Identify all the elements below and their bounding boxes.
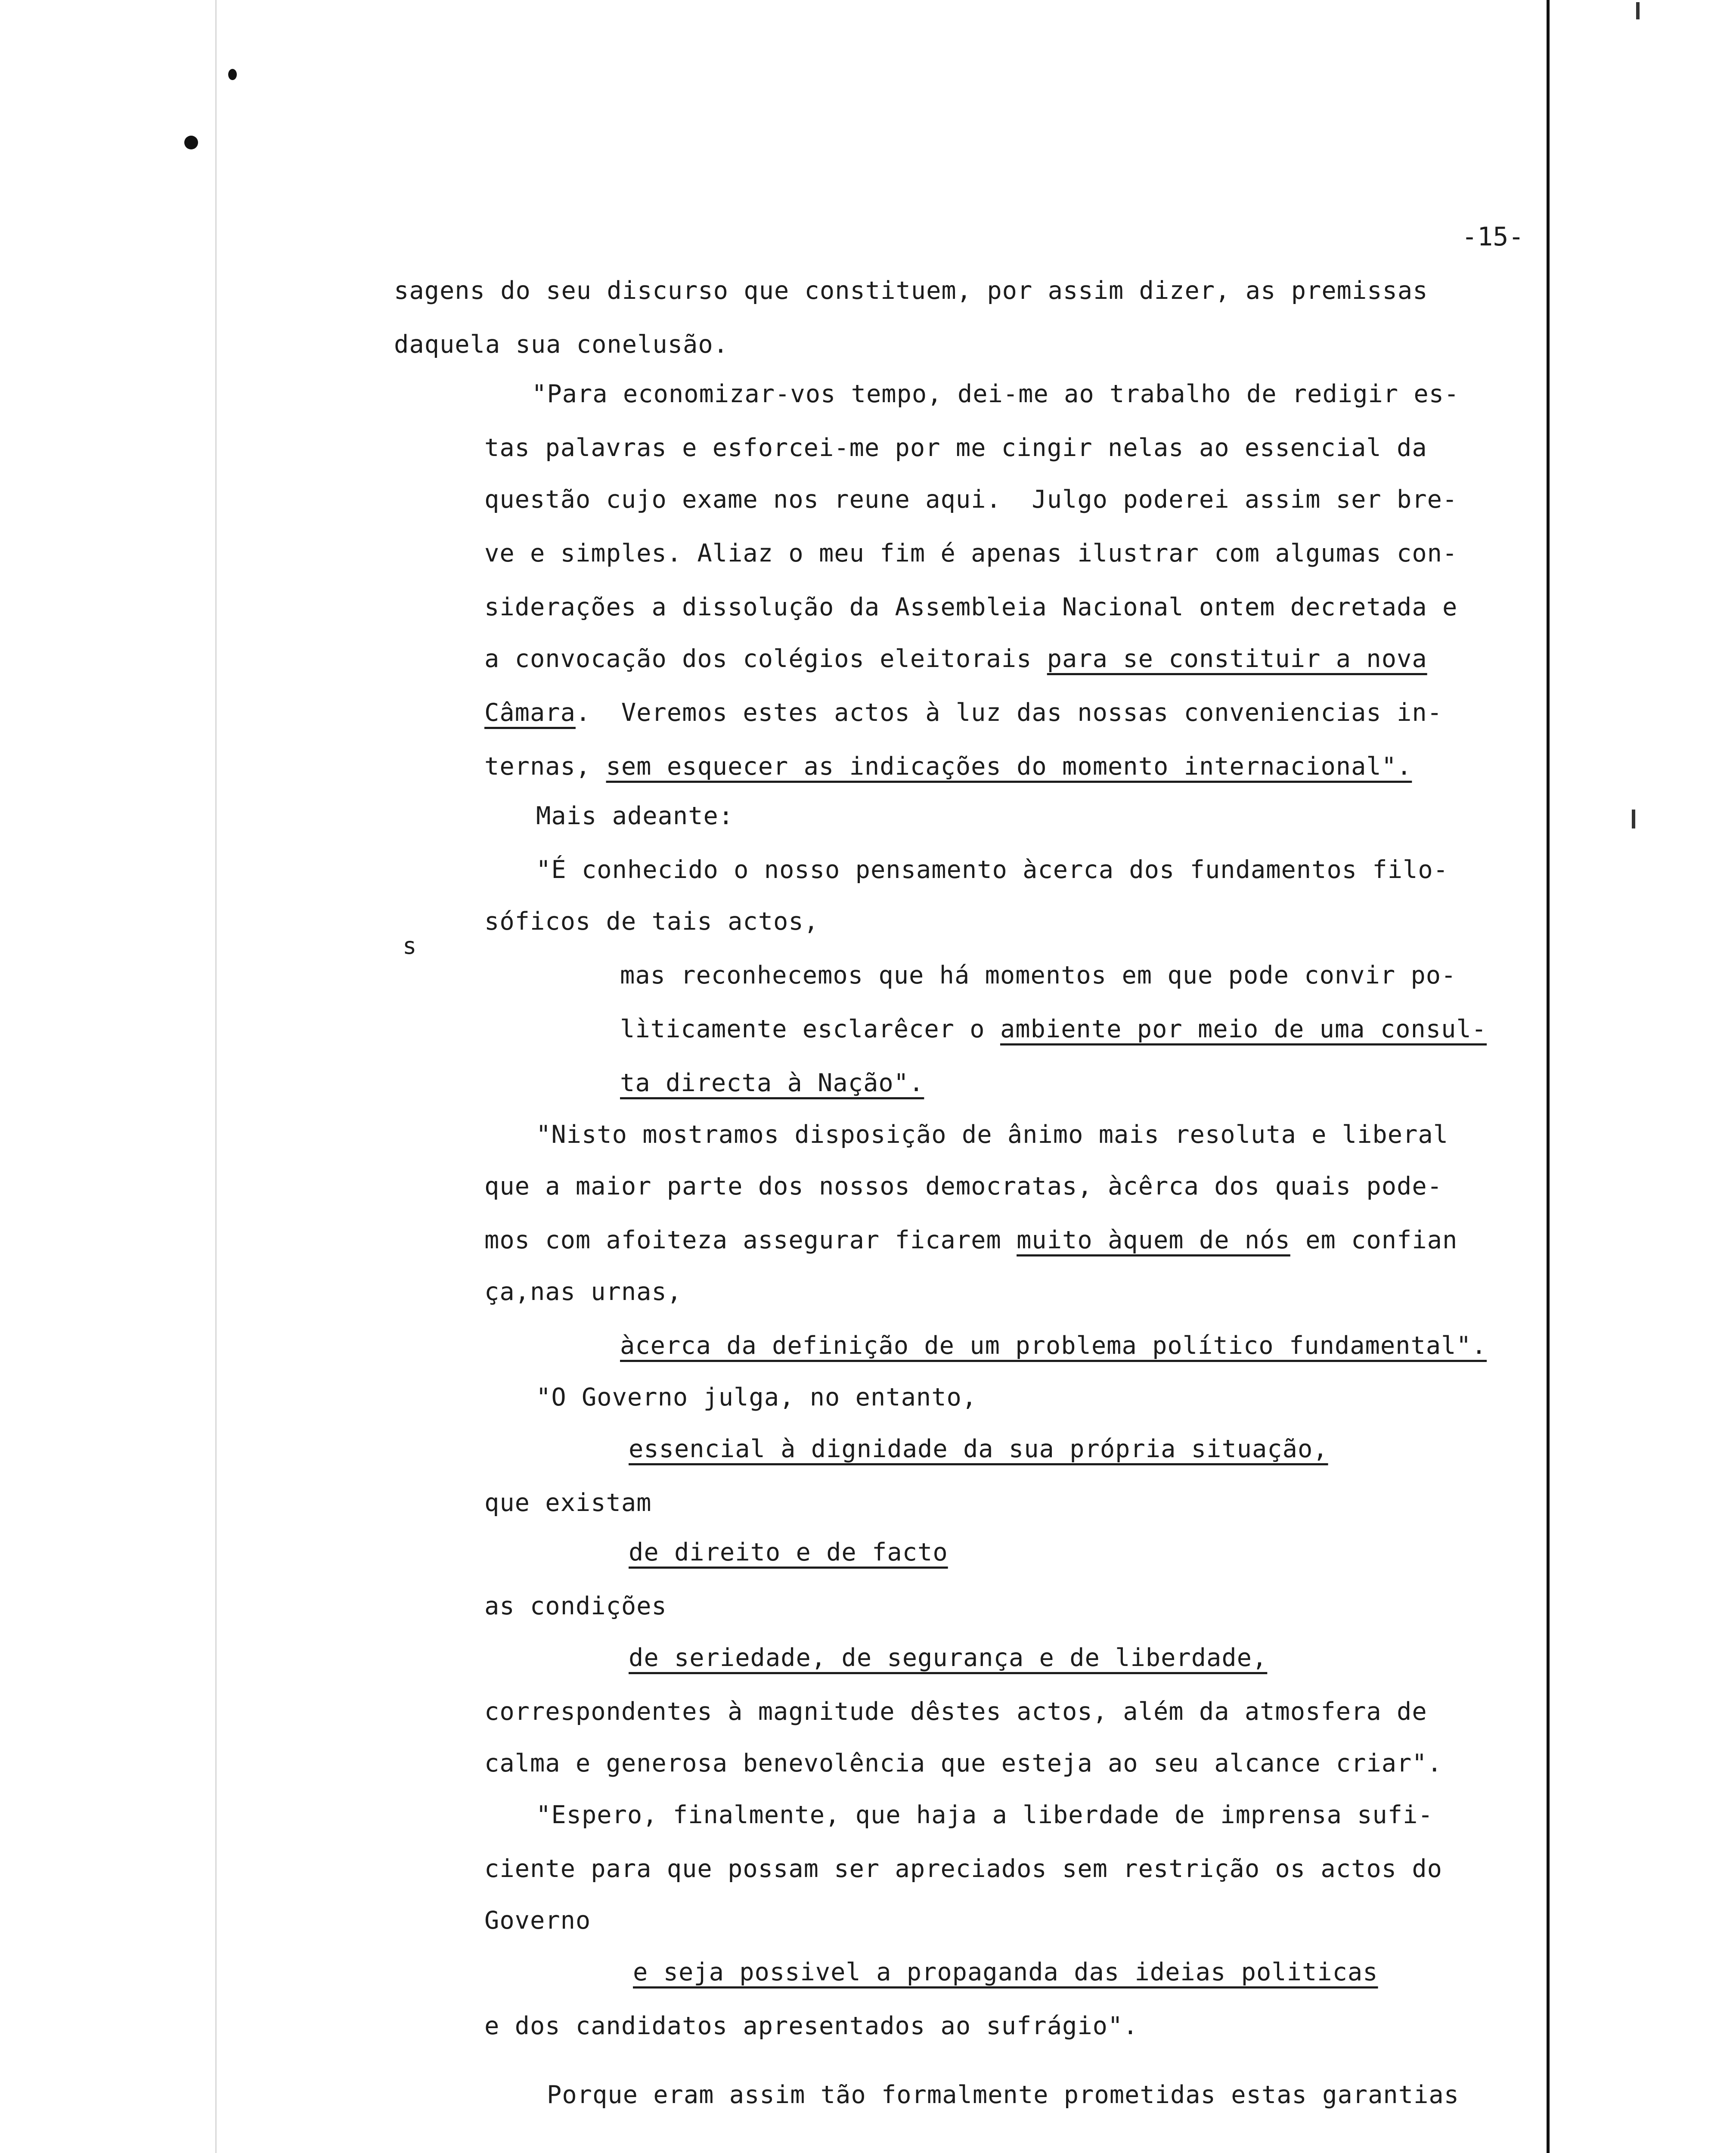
text-line: [484, 433, 1427, 463]
line-text: ciente para que possam ser apreciados sem restrição os actos do: [484, 1855, 1442, 1883]
line-text: ve e simples. Aliaz o meu fim é apenas ilustrar com algumas con-: [484, 539, 1458, 568]
line-text: "Espero, finalmente, que haja a liberdade de imprensa sufi-: [536, 1801, 1433, 1829]
line-text: as condições: [484, 1592, 667, 1620]
text-line: [532, 379, 1459, 409]
line-text: Governo: [484, 1906, 591, 1935]
text-line: [629, 1537, 948, 1567]
text-line: [484, 1591, 667, 1621]
line-text: questão cujo exame nos reune aqui. Julgo poderei assim ser bre-: [484, 485, 1458, 514]
text-line: [484, 538, 1457, 568]
line-text: siderações a dissolução da Assembleia Nacional ontem decretada e: [484, 593, 1458, 621]
left-margin-rule: [215, 0, 217, 2153]
line-text: mas reconhecemos que há momentos em que pode convir po-: [620, 961, 1457, 990]
underlined-text: muito àquem de nós: [1017, 1226, 1290, 1254]
text-line: [620, 1331, 1487, 1361]
line-text: Mais adeante:: [536, 802, 734, 830]
edge-mark: [1636, 2, 1640, 19]
text-line: [536, 855, 1448, 885]
line-text: daquela sua conelusão.: [394, 330, 728, 359]
text-line: [484, 592, 1457, 622]
text-line: [536, 1800, 1433, 1830]
underlined-text: para se constituir a nova: [1047, 645, 1427, 673]
text-line: [620, 960, 1456, 990]
text-line: [536, 1382, 977, 1412]
line-text: "Para economizar-vos tempo, dei-me ao trabalho de redigir es-: [532, 380, 1460, 408]
line-text: que existam: [484, 1489, 652, 1517]
text-line: [484, 1697, 1427, 1727]
text-line: [620, 1014, 1487, 1044]
text-line: [620, 1068, 924, 1098]
underlined-text: ta directa à Nação".: [620, 1069, 924, 1097]
text-line: [484, 1748, 1442, 1778]
page-number: -15-: [1462, 222, 1524, 252]
text-line: [394, 276, 1428, 306]
text-line: [547, 2080, 1459, 2110]
line-text: ternas,: [484, 752, 606, 781]
text-line: [484, 1171, 1442, 1201]
line-text-continuation: . Veremos estes actos à luz das nossas conveniencias in-: [575, 698, 1442, 727]
underlined-text: ambiente por meio de uma consul-: [1000, 1015, 1487, 1043]
text-line: [484, 751, 1412, 782]
line-text: lìticamente esclarêcer o: [620, 1015, 1000, 1043]
text-line: [629, 1434, 1328, 1464]
underlined-text: essencial à dignidade da sua própria situação,: [629, 1435, 1328, 1463]
line-text: correspondentes à magnitude dêstes actos, além da atmosfera de: [484, 1697, 1427, 1726]
underlined-text: de direito e de facto: [629, 1538, 948, 1567]
text-line: [484, 1225, 1457, 1255]
line-text: e dos candidatos apresentados ao sufrágio".: [484, 2012, 1138, 2040]
margin-letter: s: [403, 932, 417, 959]
line-text: "É conhecido o nosso pensamento àcerca dos fundamentos filo-: [536, 856, 1449, 884]
line-text: ça,nas urnas,: [484, 1278, 682, 1306]
underlined-text: àcerca da definição de um problema político fundamental".: [620, 1331, 1487, 1360]
line-text: Porque eram assim tão formalmente prometidas estas garantias: [547, 2081, 1460, 2109]
line-text: que a maior parte dos nossos democratas, àcêrca dos quais pode-: [484, 1172, 1442, 1201]
edge-mark: [1632, 810, 1635, 828]
line-text: tas palavras e esforcei-me por me cingir nelas ao essencial da: [484, 434, 1427, 462]
text-line: [484, 906, 819, 937]
line-text: "O Governo julga, no entanto,: [536, 1383, 977, 1412]
text-line: [484, 1488, 652, 1518]
text-line: [536, 1120, 1448, 1150]
punch-hole-mark: [184, 136, 198, 149]
right-vertical-rule: [1547, 0, 1550, 2153]
line-text: sagens do seu discurso que constituem, por assim dizer, as premissas: [394, 276, 1428, 305]
text-line: [536, 801, 734, 831]
text-line: [484, 1854, 1442, 1884]
text-line: [484, 2011, 1138, 2041]
text-line: [484, 644, 1427, 674]
line-text: sóficos de tais actos,: [484, 907, 819, 936]
underlined-text: e seja possivel a propaganda das ideias politicas: [633, 1958, 1378, 1986]
text-line: [629, 1643, 1267, 1673]
line-text: a convocação dos colégios eleitorais: [484, 645, 1047, 673]
text-line: [394, 329, 728, 360]
text-line: [484, 1277, 682, 1307]
text-line: [633, 1957, 1378, 1987]
line-text: "Nisto mostramos disposição de ânimo mais resoluta e liberal: [536, 1120, 1449, 1149]
underlined-text: de seriedade, de segurança e de liberdade,: [629, 1644, 1268, 1672]
text-line: [484, 484, 1457, 515]
text-line: [484, 1905, 591, 1936]
underlined-text: sem esquecer as indicações do momento internacional".: [606, 752, 1412, 781]
ink-dot: [228, 69, 237, 80]
line-text-continuation: em confian: [1290, 1226, 1458, 1254]
line-text: calma e generosa benevolência que esteja ao seu alcance criar".: [484, 1749, 1442, 1778]
underlined-text: Câmara: [484, 698, 576, 727]
line-text: mos com afoiteza assegurar ficarem: [484, 1226, 1017, 1254]
text-line: [484, 698, 1442, 728]
